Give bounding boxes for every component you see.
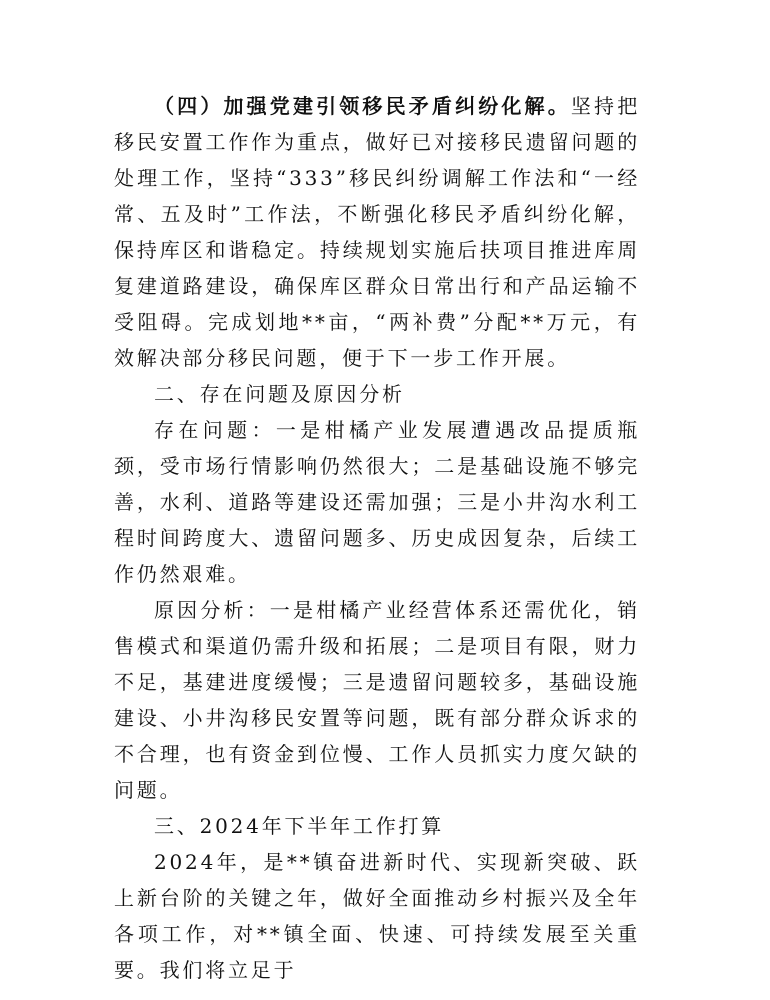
heading-work-plan: 三、2024年下半年工作打算 (154, 814, 445, 838)
section-4-lead: （四）加强党建引领移民矛盾纠纷化解。 (154, 94, 571, 118)
paragraph-problems: 存在问题：一是柑橘产业发展遭遇改品提质瓶颈，受市场行情影响仍然很大；二是基础设施不够完善，水利、道路等建设还需加强；三是小井沟水利工程时间跨度大、遗留问题多、历史成因复杂，后续工作仍然艰难。 (114, 418, 640, 586)
document-body (114, 88, 640, 988)
paragraph-causes: 原因分析：一是柑橘产业经营体系还需优化，销售模式和渠道仍需升级和拓展；二是项目有限，财力不足，基建进度缓慢；三是遗留问题较多，基础设施建设、小井沟移民安置等问题，既有部分群众诉求的不合理，也有资金到位慢、工作人员抓实力度欠缺的问题。 (114, 598, 640, 802)
paragraph-section-4 (114, 88, 640, 376)
paragraph-plan: 2024年，是**镇奋进新时代、实现新突破、跃上新台阶的关键之年，做好全面推动乡村振兴及全年各项工作，对**镇全面、快速、可持续发展至关重要。我们将立足于 (114, 850, 640, 982)
section-4-body: 坚持把移民安置工作作为重点，做好已对接移民遗留问题的处理工作，坚持“333”移民纠纷调解工作法和“一经常、五及时”工作法，不断强化移民矛盾纠纷化解，保持库区和谐稳定。持续规划实施后扶项目推进库周复建道路建设，确保库区群众日常出行和产品运输不受阻碍。完成划地**亩，“两补费”分配**万元，有效解决部分移民问题，便于下一步工作开展。 (114, 94, 640, 370)
heading-problems-and-causes: 二、存在问题及原因分析 (154, 382, 405, 406)
